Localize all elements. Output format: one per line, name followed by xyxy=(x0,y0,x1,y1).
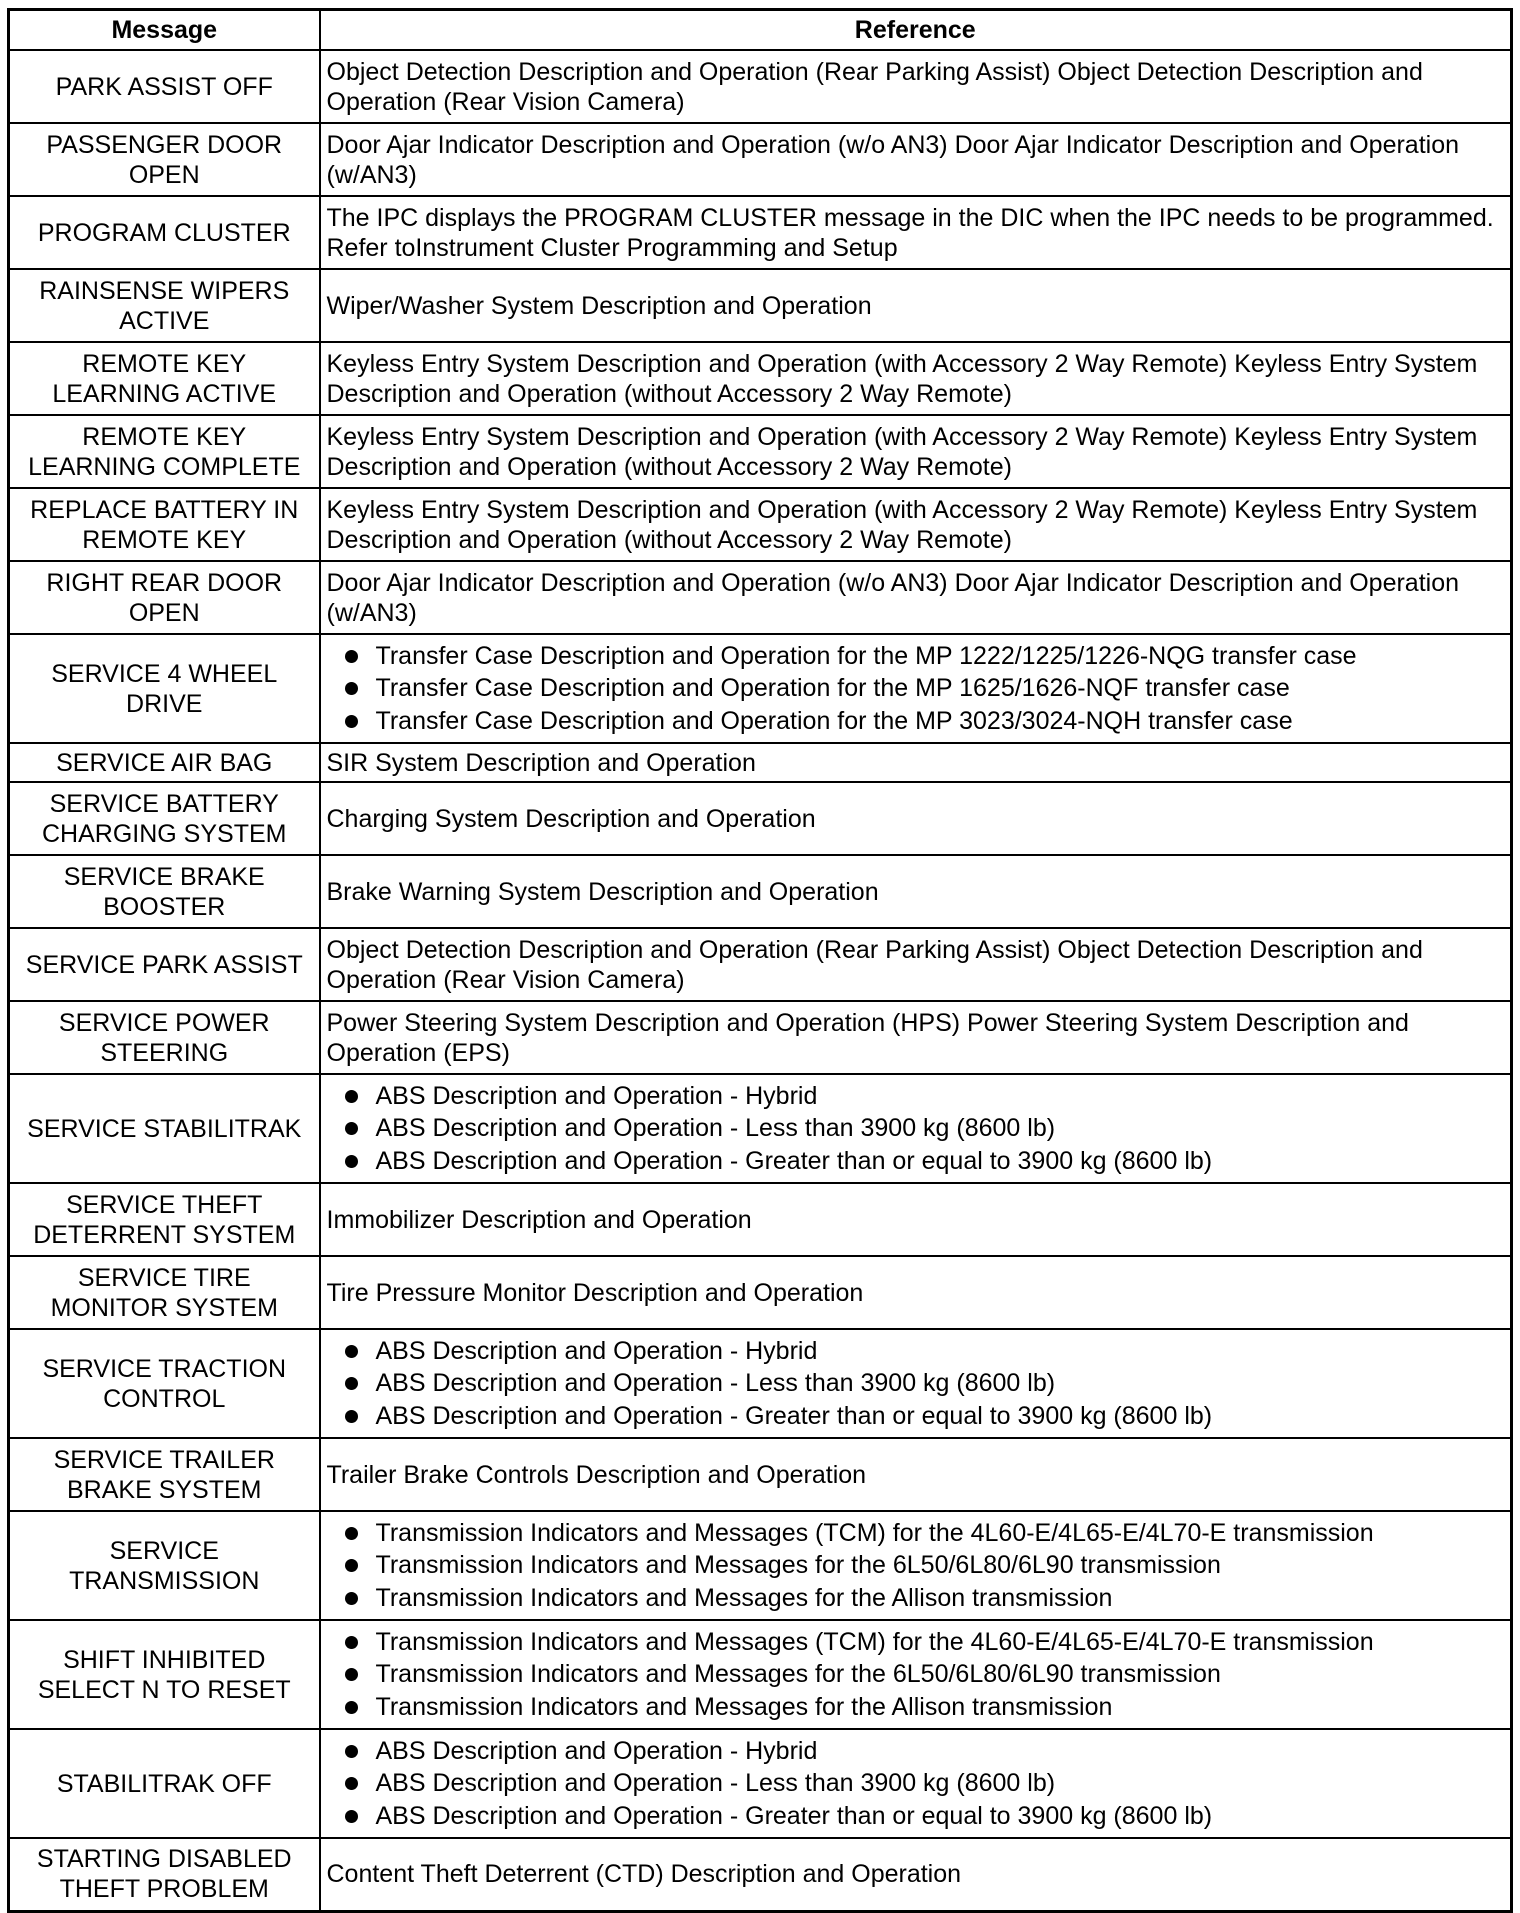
reference-list-item xyxy=(341,1335,1505,1368)
table-row xyxy=(9,269,1512,342)
bullet-icon xyxy=(345,1777,358,1790)
message-cell: SHIFT INHIBITED SELECT N TO RESET xyxy=(9,1620,320,1729)
reference-cell xyxy=(320,1329,1512,1438)
message-cell: SERVICE TIRE MONITOR SYSTEM xyxy=(9,1256,320,1329)
table-row xyxy=(9,1838,1512,1911)
message-cell: SERVICE BATTERY CHARGING SYSTEM xyxy=(9,782,320,855)
reference-text: Transfer Case Description and Operation for the MP 1222/1225/1226-NQG transfer case xyxy=(375,641,1357,670)
header-message: Message xyxy=(9,10,320,51)
bullet-icon xyxy=(345,1745,358,1758)
reference-list-item xyxy=(341,1767,1505,1800)
table-row xyxy=(9,1183,1512,1256)
message-cell: REMOTE KEY LEARNING COMPLETE xyxy=(9,415,320,488)
reference-list-item xyxy=(341,1549,1505,1582)
message-cell: SERVICE TRAILER BRAKE SYSTEM xyxy=(9,1438,320,1511)
bullet-icon xyxy=(345,682,358,695)
reference-cell: The IPC displays the PROGRAM CLUSTER message in the DIC when the IPC needs to be programmed. Refer toInstrument Cluster Programming and Setup xyxy=(320,196,1512,269)
reference-list-item xyxy=(341,1691,1505,1724)
table-row xyxy=(9,1438,1512,1511)
reference-cell xyxy=(320,1620,1512,1729)
reference-text: Transfer Case Description and Operation for the MP 1625/1626-NQF transfer case xyxy=(375,674,1290,703)
reference-text: ABS Description and Operation - Less than 3900 kg (8600 lb) xyxy=(375,1114,1056,1143)
reference-cell: Keyless Entry System Description and Operation (with Accessory 2 Way Remote) Keyless Entry System Description and Operation (without Accessory 2 Way Remote) xyxy=(320,415,1512,488)
reference-list-item xyxy=(341,1800,1505,1833)
bullet-icon xyxy=(345,1592,358,1605)
table-row xyxy=(9,561,1512,634)
message-cell: RAINSENSE WIPERS ACTIVE xyxy=(9,269,320,342)
message-cell: PASSENGER DOOR OPEN xyxy=(9,123,320,196)
message-cell: SERVICE POWER STEERING xyxy=(9,1001,320,1074)
reference-list xyxy=(327,1626,1505,1724)
reference-cell: Tire Pressure Monitor Description and Operation xyxy=(320,1256,1512,1329)
table-row xyxy=(9,1729,1512,1838)
reference-text: ABS Description and Operation - Less than 3900 kg (8600 lb) xyxy=(375,1769,1056,1798)
bullet-icon xyxy=(345,1527,358,1540)
message-cell: SERVICE TRANSMISSION xyxy=(9,1511,320,1620)
bullet-icon xyxy=(345,1155,358,1168)
message-cell: SERVICE TRACTION CONTROL xyxy=(9,1329,320,1438)
reference-cell: SIR System Description and Operation xyxy=(320,743,1512,782)
reference-text: ABS Description and Operation - Less than 3900 kg (8600 lb) xyxy=(375,1369,1056,1398)
message-cell: SERVICE BRAKE BOOSTER xyxy=(9,855,320,928)
message-cell: SERVICE PARK ASSIST xyxy=(9,928,320,1001)
table-row xyxy=(9,743,1512,782)
message-cell: REPLACE BATTERY IN REMOTE KEY xyxy=(9,488,320,561)
bullet-icon xyxy=(345,650,358,663)
reference-cell: Wiper/Washer System Description and Operation xyxy=(320,269,1512,342)
table-row xyxy=(9,1256,1512,1329)
reference-text: ABS Description and Operation - Greater than or equal to 3900 kg (8600 lb) xyxy=(375,1801,1213,1830)
bullet-icon xyxy=(345,1810,358,1823)
message-cell: SERVICE THEFT DETERRENT SYSTEM xyxy=(9,1183,320,1256)
bullet-icon xyxy=(345,1377,358,1390)
reference-cell: Immobilizer Description and Operation xyxy=(320,1183,1512,1256)
reference-list-item xyxy=(341,1735,1505,1768)
reference-text: ABS Description and Operation - Greater than or equal to 3900 kg (8600 lb) xyxy=(375,1146,1213,1175)
table-row xyxy=(9,50,1512,123)
message-cell: SERVICE 4 WHEEL DRIVE xyxy=(9,634,320,743)
reference-text: ABS Description and Operation - Greater than or equal to 3900 kg (8600 lb) xyxy=(375,1401,1213,1430)
table-row xyxy=(9,488,1512,561)
reference-text: ABS Description and Operation - Hybrid xyxy=(375,1081,818,1110)
table-row xyxy=(9,1620,1512,1729)
reference-cell: Object Detection Description and Operation (Rear Parking Assist) Object Detection Description and Operation (Rear Vision Camera) xyxy=(320,928,1512,1001)
header-row xyxy=(9,10,1512,51)
reference-cell: Keyless Entry System Description and Operation (with Accessory 2 Way Remote) Keyless Entry System Description and Operation (without Accessory 2 Way Remote) xyxy=(320,342,1512,415)
table-row xyxy=(9,123,1512,196)
reference-list xyxy=(327,640,1505,738)
message-cell: RIGHT REAR DOOR OPEN xyxy=(9,561,320,634)
table-row xyxy=(9,342,1512,415)
reference-list-item xyxy=(341,640,1505,673)
dic-message-reference-table xyxy=(7,8,1513,1913)
reference-list-item xyxy=(341,1400,1505,1433)
message-cell: PROGRAM CLUSTER xyxy=(9,196,320,269)
table-row xyxy=(9,1511,1512,1620)
table-row xyxy=(9,782,1512,855)
reference-cell: Object Detection Description and Operation (Rear Parking Assist) Object Detection Description and Operation (Rear Vision Camera) xyxy=(320,50,1512,123)
reference-text: ABS Description and Operation - Hybrid xyxy=(375,1336,818,1365)
bullet-icon xyxy=(345,1636,358,1649)
table-row xyxy=(9,196,1512,269)
reference-cell: Door Ajar Indicator Description and Operation (w/o AN3) Door Ajar Indicator Description and Operation (w/AN3) xyxy=(320,123,1512,196)
reference-list-item xyxy=(341,672,1505,705)
reference-text: Transmission Indicators and Messages (TCM) for the 4L60-E/4L65-E/4L70-E transmission xyxy=(375,1518,1374,1547)
table-row xyxy=(9,855,1512,928)
reference-cell: Content Theft Deterrent (CTD) Description and Operation xyxy=(320,1838,1512,1911)
reference-text: ABS Description and Operation - Hybrid xyxy=(375,1736,818,1765)
reference-cell xyxy=(320,1511,1512,1620)
message-cell: SERVICE STABILITRAK xyxy=(9,1074,320,1183)
reference-cell xyxy=(320,1729,1512,1838)
bullet-icon xyxy=(345,1122,358,1135)
reference-cell: Keyless Entry System Description and Operation (with Accessory 2 Way Remote) Keyless Entry System Description and Operation (without Accessory 2 Way Remote) xyxy=(320,488,1512,561)
table-row xyxy=(9,634,1512,743)
message-cell: SERVICE AIR BAG xyxy=(9,743,320,782)
reference-list xyxy=(327,1517,1505,1615)
bullet-icon xyxy=(345,1701,358,1714)
table-body xyxy=(9,50,1512,1911)
bullet-icon xyxy=(345,1668,358,1681)
reference-list-item xyxy=(341,1582,1505,1615)
bullet-icon xyxy=(345,1559,358,1572)
table-row xyxy=(9,1074,1512,1183)
reference-list-item xyxy=(341,1145,1505,1178)
reference-cell: Door Ajar Indicator Description and Operation (w/o AN3) Door Ajar Indicator Description and Operation (w/AN3) xyxy=(320,561,1512,634)
table-row xyxy=(9,415,1512,488)
reference-text: Transmission Indicators and Messages for the 6L50/6L80/6L90 transmission xyxy=(375,1660,1221,1689)
message-cell: REMOTE KEY LEARNING ACTIVE xyxy=(9,342,320,415)
message-cell: STARTING DISABLED THEFT PROBLEM xyxy=(9,1838,320,1911)
reference-list-item xyxy=(341,1517,1505,1550)
reference-list-item xyxy=(341,1626,1505,1659)
reference-cell: Trailer Brake Controls Description and Operation xyxy=(320,1438,1512,1511)
table-row xyxy=(9,928,1512,1001)
message-cell: PARK ASSIST OFF xyxy=(9,50,320,123)
reference-text: Transfer Case Description and Operation for the MP 3023/3024-NQH transfer case xyxy=(375,706,1293,735)
reference-text: Transmission Indicators and Messages for the Allison transmission xyxy=(375,1692,1113,1721)
reference-text: Transmission Indicators and Messages for the 6L50/6L80/6L90 transmission xyxy=(375,1551,1221,1580)
reference-cell: Brake Warning System Description and Operation xyxy=(320,855,1512,928)
table-row xyxy=(9,1329,1512,1438)
reference-list xyxy=(327,1335,1505,1433)
table-row xyxy=(9,1001,1512,1074)
reference-list-item xyxy=(341,1658,1505,1691)
reference-list-item xyxy=(341,1080,1505,1113)
message-cell: STABILITRAK OFF xyxy=(9,1729,320,1838)
bullet-icon xyxy=(345,1090,358,1103)
reference-list-item xyxy=(341,1367,1505,1400)
bullet-icon xyxy=(345,1410,358,1423)
reference-cell: Charging System Description and Operation xyxy=(320,782,1512,855)
reference-list xyxy=(327,1735,1505,1833)
reference-list-item xyxy=(341,1112,1505,1145)
bullet-icon xyxy=(345,715,358,728)
reference-list xyxy=(327,1080,1505,1178)
reference-cell xyxy=(320,1074,1512,1183)
reference-text: Transmission Indicators and Messages (TCM) for the 4L60-E/4L65-E/4L70-E transmission xyxy=(375,1627,1374,1656)
reference-list-item xyxy=(341,705,1505,738)
bullet-icon xyxy=(345,1345,358,1358)
reference-text: Transmission Indicators and Messages for the Allison transmission xyxy=(375,1583,1113,1612)
reference-cell: Power Steering System Description and Operation (HPS) Power Steering System Description and Operation (EPS) xyxy=(320,1001,1512,1074)
header-reference: Reference xyxy=(320,10,1512,51)
reference-cell xyxy=(320,634,1512,743)
